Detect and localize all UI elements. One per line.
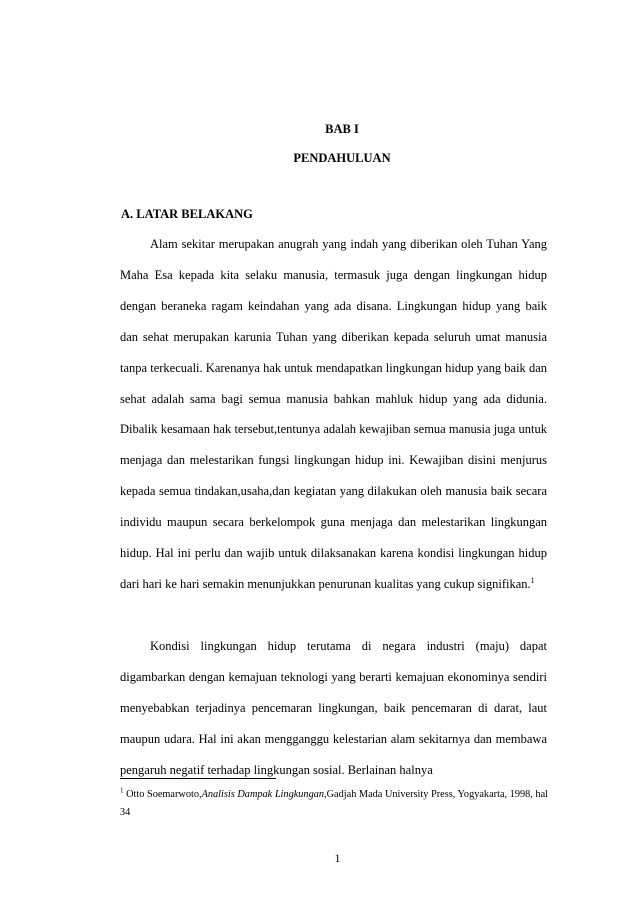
footnote-book-title: Analisis Dampak Lingkungan	[201, 789, 325, 800]
footnote-reference: 1	[530, 575, 535, 585]
paragraph-1-body: Alam sekitar merupakan anugrah yang indah yang diberikan oleh Tuhan Yang Maha Esa kepada kita selaku manusia, termasuk juga dengan lingkungan hidup dengan beraneka ragam keindahan yang ada disana. Lingkungan hidup yang baik dan sehat merupakan karunia Tuhan yang diberikan kepada seluruh umat manusia tanpa terkecuali. Karenanya hak untuk mendapatkan lingkungan hidup yang baik dan sehat adalah sama bagi semua manusia bahkan mahluk hidup yang ada didunia. Dibalik kesamaan hak tersebut,tentunya adalah kewajiban semua manusia juga untuk menjaga dan melestarikan fungsi lingkungan hidup ini. Kewajiban disini menjurus kepada semua tindakan,usaha,dan kegiatan yang dilakukan oleh manusia baik secara individu maupun secara berkelompok guna menjaga dan melestarikan lingkungan hidup. Hal ini perlu dan wajib untuk dilaksanakan karena kondisi lingkungan hidup dari hari ke hari semakin menunjukkan penurunan kualitas yang cukup signifikan.	[120, 237, 547, 591]
footnote-number: 1	[120, 786, 124, 795]
footnote-publication: ,Gadjah Mada University Press, Yogyakarta, 1998, hal 34	[120, 789, 548, 818]
footnote-divider	[120, 778, 276, 779]
footnote-author: Otto Soemarwoto,	[123, 789, 202, 800]
paragraph-2	[120, 631, 547, 786]
page-number: 1	[334, 851, 341, 865]
section-heading: A. LATAR BELAKANG	[121, 207, 253, 221]
paragraph-1	[120, 229, 547, 600]
paragraph-1-text	[120, 229, 547, 600]
footnote	[120, 786, 548, 822]
chapter-title: BAB I	[325, 122, 359, 136]
paragraph-2-text	[120, 631, 547, 786]
paragraph-2-body: Kondisi lingkungan hidup terutama di negara industri (maju) dapat digambarkan dengan kemajuan teknologi yang berarti kemajuan ekonominya sendiri menyebabkan terjadinya pencemaran lingkungan, baik pencemaran di darat, laut maupun udara. Hal ini akan mengganggu kelestarian alam sekitarnya dan membawa pengaruh negatif terhadap lingkungan sosial. Berlainan halnya	[120, 639, 547, 777]
chapter-subtitle: PENDAHULUAN	[293, 151, 391, 165]
